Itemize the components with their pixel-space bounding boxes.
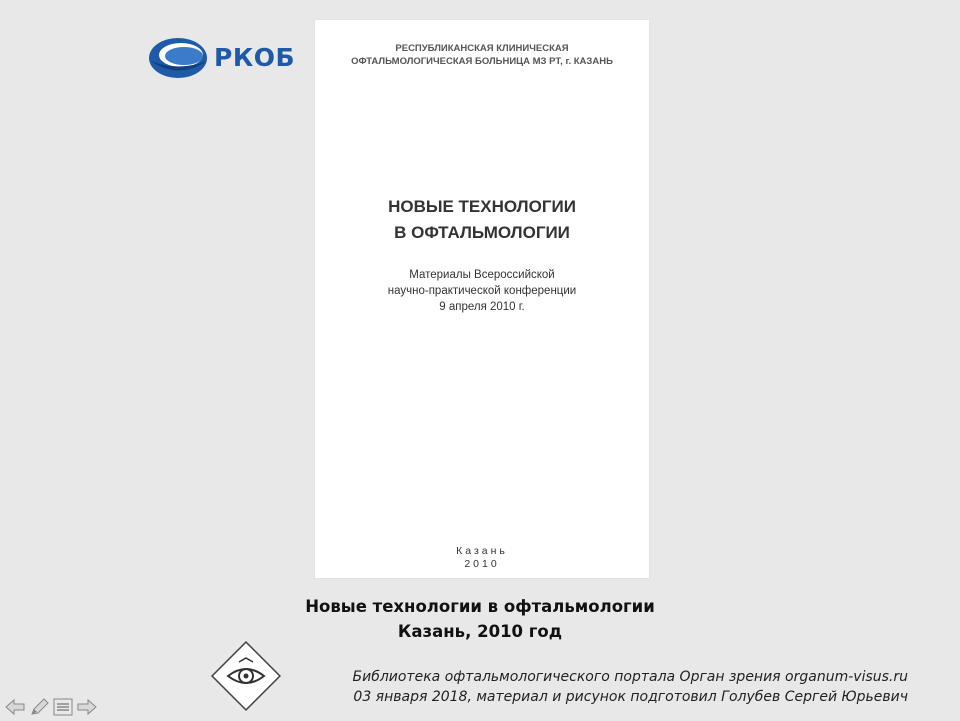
slide-navigation bbox=[4, 697, 98, 717]
cover-publisher bbox=[315, 42, 649, 68]
rkob-logo bbox=[148, 34, 308, 82]
subtitle-line: 9 апреля 2010 г. bbox=[439, 301, 525, 313]
credits-line: Библиотека офтальмологического портала Орган зрения organum-visus.ru bbox=[352, 669, 908, 685]
credits-line: 03 января 2018, материал и рисунок подготовил Голубев Сергей Юрьевич bbox=[353, 689, 908, 705]
cover-city: Казань bbox=[456, 545, 508, 557]
caption-subtitle: Казань, 2010 год bbox=[397, 622, 563, 641]
cover-footer bbox=[315, 545, 649, 571]
arrow-right-icon[interactable] bbox=[76, 698, 98, 716]
slide-caption bbox=[0, 594, 960, 644]
subtitle-line: научно-практической конференции bbox=[387, 285, 577, 297]
subtitle-line: Материалы Всероссийской bbox=[409, 269, 555, 281]
cover-year: 2010 bbox=[464, 558, 500, 570]
pen-icon[interactable] bbox=[28, 698, 50, 716]
logo-text: РКОБ bbox=[214, 43, 296, 72]
title-line: В ОФТАЛЬМОЛОГИИ bbox=[394, 223, 570, 242]
arrow-left-icon[interactable] bbox=[4, 698, 26, 716]
credits bbox=[352, 667, 908, 707]
cover-title bbox=[315, 194, 649, 246]
eye-logo-icon bbox=[148, 34, 210, 82]
publisher-line: ОФТАЛЬМОЛОГИЧЕСКАЯ БОЛЬНИЦА МЗ РТ, г. КАЗАНЬ bbox=[351, 56, 613, 67]
book-cover bbox=[315, 20, 649, 578]
caption-title: Новые технологии в офтальмологии bbox=[305, 597, 655, 616]
cover-subtitle bbox=[315, 267, 649, 315]
menu-icon[interactable] bbox=[52, 698, 74, 716]
publisher-line: РЕСПУБЛИКАНСКАЯ КЛИНИЧЕСКАЯ bbox=[395, 43, 569, 54]
eye-emblem-icon bbox=[208, 638, 284, 714]
title-line: НОВЫЕ ТЕХНОЛОГИИ bbox=[388, 197, 576, 216]
